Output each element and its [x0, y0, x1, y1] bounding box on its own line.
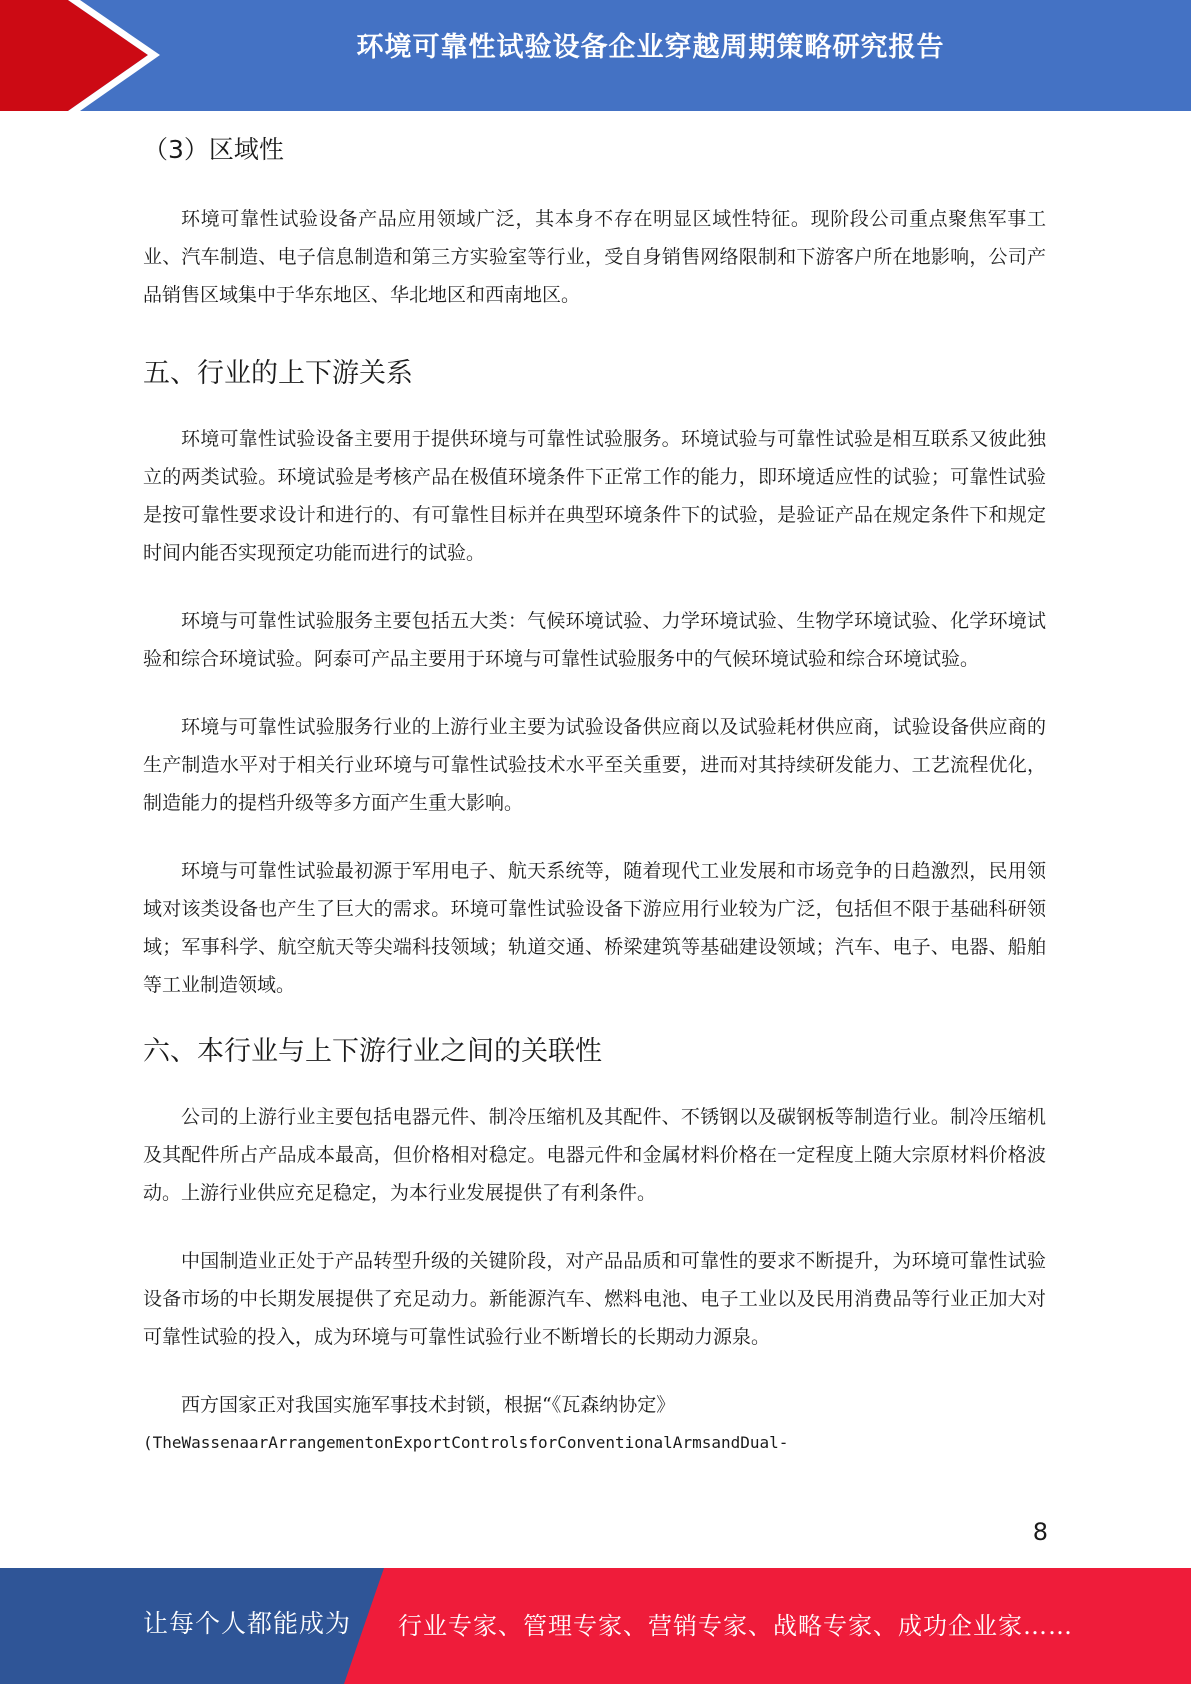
paragraph-upstream-suppliers: 环境与可靠性试验服务行业的上游行业主要为试验设备供应商以及试验耗材供应商，试验设备供应商的生产制造水平对于相关行业环境与可靠性试验技术水平至关重要，进而对其持续研发能力、工艺流程优化，制造能力的提档升级等多方面产生重大影响。: [143, 716, 1046, 814]
paragraph-upstream-industries: 公司的上游行业主要包括电器元件、制冷压缩机及其配件、不锈钢以及碳钢板等制造行业。制冷压缩机及其配件所占产品成本最高，但价格相对稳定。电器元件和金属材料价格在一定程度上随大宗原材料价格波动。上游行业供应充足稳定，为本行业发展提供了有利条件。: [143, 1106, 1046, 1204]
report-title: 环境可靠性试验设备企业穿越周期策略研究报告: [356, 32, 945, 63]
paragraph-manufacturing-upgrade: 中国制造业正处于产品转型升级的关键阶段，对产品品质和可靠性的要求不断提升，为环境可靠性试验设备市场的中长期发展提供了充足动力。新能源汽车、燃料电池、电子工业以及民用消费品等行业正加大对可靠性试验的投入，成为环境与可靠性试验行业不断增长的长期动力源泉。: [143, 1250, 1046, 1348]
page-footer: [0, 1568, 1191, 1684]
section-heading-industry-correlation: 六、本行业与上下游行业之间的关联性: [143, 1036, 602, 1067]
paragraph-testing-overview: 环境可靠性试验设备主要用于提供环境与可靠性试验服务。环境试验与可靠性试验是相互联系又彼此独立的两类试验。环境试验是考核产品在极值环境条件下正常工作的能力，即环境适应性的试验；可靠性试验是按可靠性要求设计和进行的、有可靠性目标并在典型环境条件下的试验，是验证产品在规定条件下和规定时间内能否实现预定功能而进行的试验。: [143, 428, 1046, 564]
page-content: [143, 120, 1046, 1462]
footer-slogan-right: 行业专家、管理专家、营销专家、战略专家、成功企业家……: [398, 1612, 1073, 1640]
paragraph-wassenaar-start: 西方国家正对我国实施军事技术封锁，根据“《瓦森纳协定》: [181, 1394, 676, 1416]
paragraph-wassenaar-english: (TheWassenaarArrangementonExportControlsforConventionalArmsandDual-: [143, 1433, 789, 1452]
paragraph-testing-categories: 环境与可靠性试验服务主要包括五大类：气候环境试验、力学环境试验、生物学环境试验、化学环境试验和综合环境试验。阿泰可产品主要用于环境与可靠性试验服务中的气候环境试验和综合环境试验。: [143, 610, 1046, 670]
footer-slogan-left: 让每个人都能成为: [143, 1609, 352, 1638]
page-number: 8: [1032, 1518, 1048, 1546]
paragraph-regionality: 环境可靠性试验设备产品应用领域广泛，其本身不存在明显区域性特征。现阶段公司重点聚焦军事工业、汽车制造、电子信息制造和第三方实验室等行业，受自身销售网络限制和下游客户所在地影响，公司产品销售区域集中于华东地区、华北地区和西南地区。: [143, 208, 1046, 306]
subheading-regionality: （3）区域性: [143, 135, 284, 164]
section-heading-upstream-downstream: 五、行业的上下游关系: [143, 358, 413, 389]
page-header: [0, 0, 1191, 111]
paragraph-downstream-applications: 环境与可靠性试验最初源于军用电子、航天系统等，随着现代工业发展和市场竞争的日趋激烈，民用领域对该类设备也产生了巨大的需求。环境可靠性试验设备下游应用行业较为广泛，包括但不限于基础科研领域；军事科学、航空航天等尖端科技领域；轨道交通、桥梁建筑等基础建设领域；汽车、电子、电器、船舶等工业制造领域。: [143, 860, 1046, 996]
